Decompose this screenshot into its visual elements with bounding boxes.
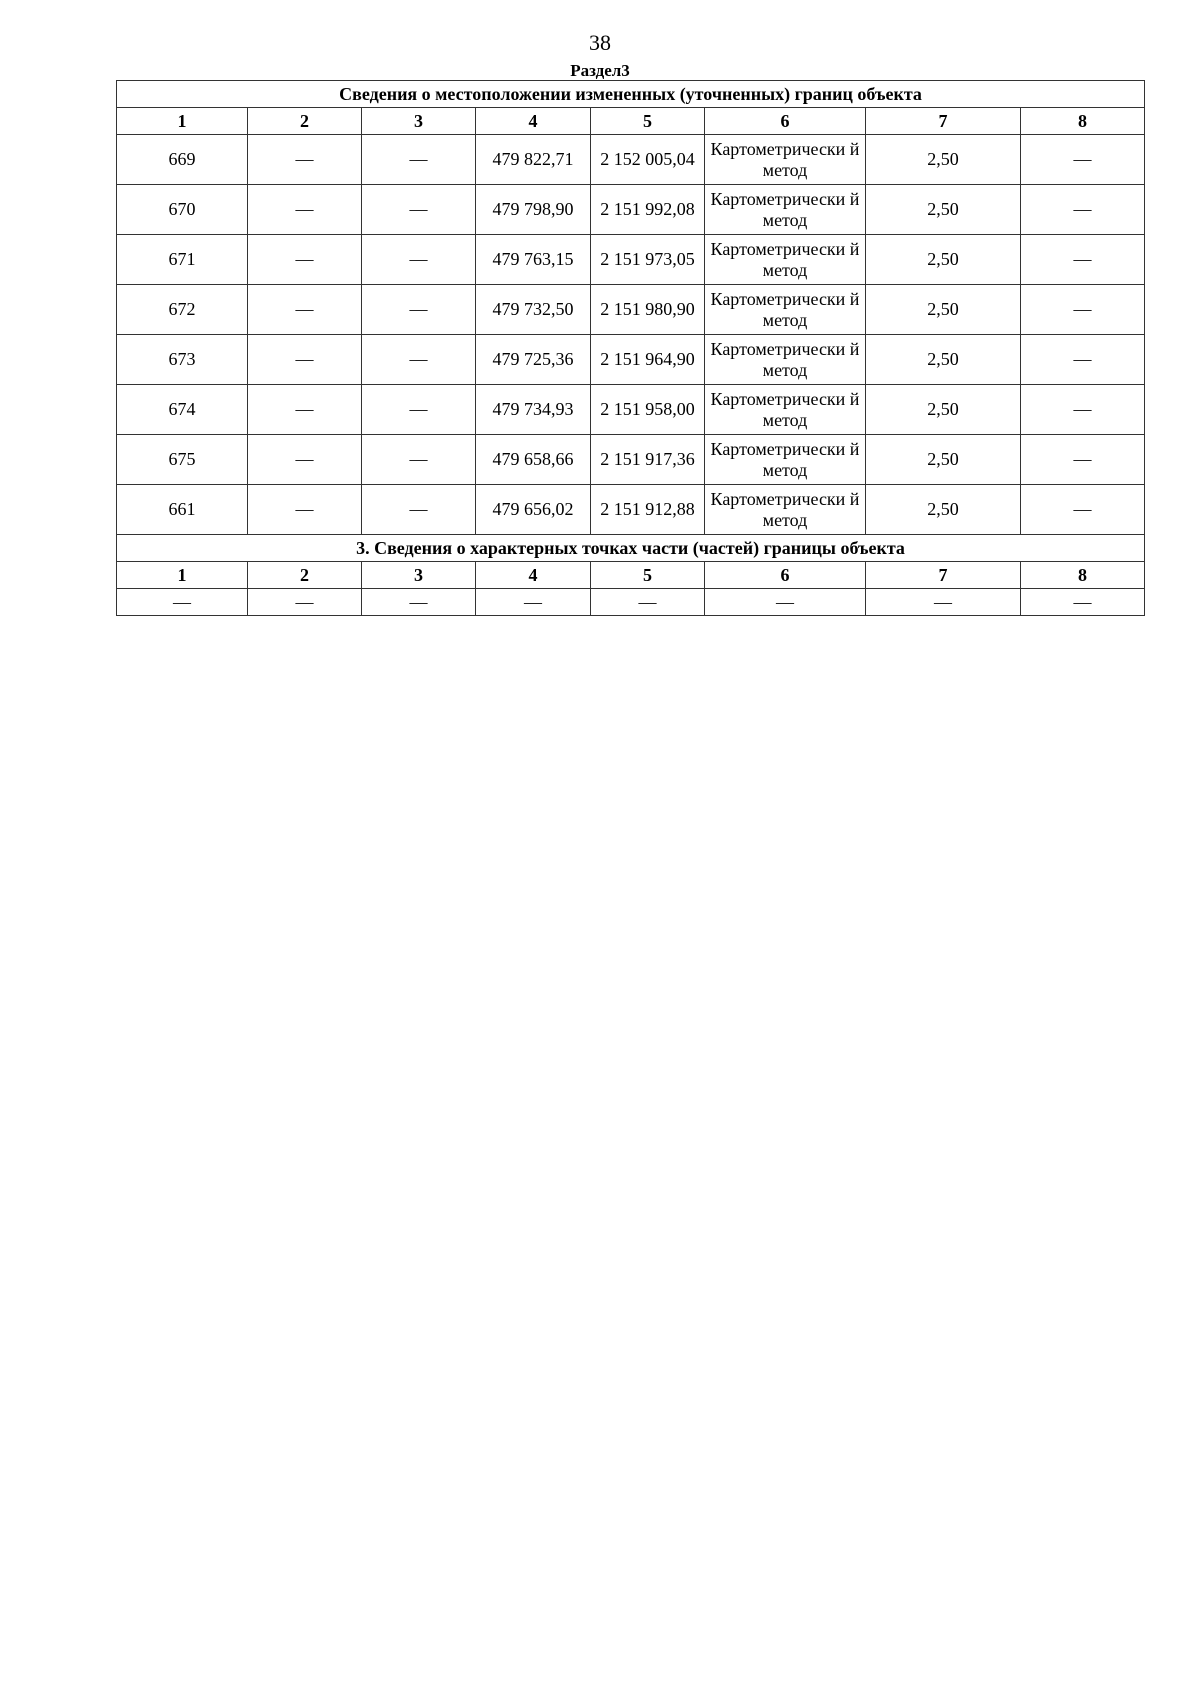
table-cell: 2 151 973,05 bbox=[591, 235, 705, 285]
table-cell: — bbox=[117, 589, 248, 616]
table-cell: Картометрически й метод bbox=[705, 385, 866, 435]
table-cell: 479 656,02 bbox=[476, 485, 591, 535]
table-cell: — bbox=[866, 589, 1021, 616]
table-cell: 479 658,66 bbox=[476, 435, 591, 485]
table-cell: — bbox=[705, 589, 866, 616]
table-cell: — bbox=[248, 285, 362, 335]
table-cell: — bbox=[362, 335, 476, 385]
column-number: 1 bbox=[117, 562, 248, 589]
table-cell: 479 763,15 bbox=[476, 235, 591, 285]
column-number: 4 bbox=[476, 562, 591, 589]
table-cell: 2 151 980,90 bbox=[591, 285, 705, 335]
column-number: 1 bbox=[117, 108, 248, 135]
table-cell: 479 734,93 bbox=[476, 385, 591, 435]
table-cell: — bbox=[362, 235, 476, 285]
table-cell: 2 151 917,36 bbox=[591, 435, 705, 485]
table-cell: 672 bbox=[117, 285, 248, 335]
table-cell: — bbox=[248, 335, 362, 385]
table-cell: — bbox=[1021, 135, 1145, 185]
table-cell: — bbox=[1021, 235, 1145, 285]
table-cell: — bbox=[1021, 385, 1145, 435]
column-number: 2 bbox=[248, 562, 362, 589]
table-cell: — bbox=[362, 435, 476, 485]
table-cell: 2 151 912,88 bbox=[591, 485, 705, 535]
table-cell: 479 798,90 bbox=[476, 185, 591, 235]
table-cell: 2,50 bbox=[866, 135, 1021, 185]
column-number: 3 bbox=[362, 108, 476, 135]
table-cell: Картометрически й метод bbox=[705, 285, 866, 335]
table-cell: 479 725,36 bbox=[476, 335, 591, 385]
column-number: 2 bbox=[248, 108, 362, 135]
column-number-row bbox=[117, 108, 1145, 135]
column-number: 7 bbox=[866, 562, 1021, 589]
table-cell: — bbox=[476, 589, 591, 616]
table-cell: — bbox=[362, 385, 476, 435]
table-cell: 673 bbox=[117, 335, 248, 385]
table-cell: 479 732,50 bbox=[476, 285, 591, 335]
table-cell: Картометрически й метод bbox=[705, 185, 866, 235]
table-cell: — bbox=[1021, 589, 1145, 616]
table-row bbox=[117, 335, 1145, 385]
section-title: Раздел3 bbox=[570, 61, 630, 80]
table-row bbox=[117, 235, 1145, 285]
table-cell: — bbox=[248, 435, 362, 485]
column-number: 4 bbox=[476, 108, 591, 135]
table-row bbox=[117, 185, 1145, 235]
column-number: 6 bbox=[705, 108, 866, 135]
table-row bbox=[117, 285, 1145, 335]
table-cell: 2,50 bbox=[866, 485, 1021, 535]
table-cell: 2 151 958,00 bbox=[591, 385, 705, 435]
table-cell: Картометрически й метод bbox=[705, 335, 866, 385]
table-cell: 2,50 bbox=[866, 385, 1021, 435]
table-cell: — bbox=[1021, 335, 1145, 385]
table-row bbox=[117, 385, 1145, 435]
table-cell: — bbox=[248, 589, 362, 616]
table-cell: 2 152 005,04 bbox=[591, 135, 705, 185]
table-row bbox=[117, 589, 1145, 616]
table-heading-parts-cell: 3. Сведения о характерных точках части (частей) границы объекта bbox=[117, 535, 1145, 562]
column-number: 5 bbox=[591, 108, 705, 135]
table-cell: — bbox=[362, 285, 476, 335]
table-cell: 674 bbox=[117, 385, 248, 435]
table-cell: — bbox=[1021, 485, 1145, 535]
boundary-table bbox=[116, 80, 1145, 616]
table-cell: — bbox=[362, 589, 476, 616]
column-number: 7 bbox=[866, 108, 1021, 135]
table-row bbox=[117, 135, 1145, 185]
table-cell: — bbox=[1021, 435, 1145, 485]
table-cell: — bbox=[248, 135, 362, 185]
table-cell: Картометрически й метод bbox=[705, 435, 866, 485]
column-number: 5 bbox=[591, 562, 705, 589]
table-cell: Картометрически й метод bbox=[705, 485, 866, 535]
table-cell: 671 bbox=[117, 235, 248, 285]
table-cell: 2,50 bbox=[866, 435, 1021, 485]
column-number: 8 bbox=[1021, 108, 1145, 135]
table-row bbox=[117, 485, 1145, 535]
column-number: 8 bbox=[1021, 562, 1145, 589]
table-cell: — bbox=[1021, 285, 1145, 335]
table-row bbox=[117, 435, 1145, 485]
column-number: 6 bbox=[705, 562, 866, 589]
table-cell: 2 151 992,08 bbox=[591, 185, 705, 235]
table-heading-boundaries bbox=[117, 81, 1145, 108]
table-cell: 479 822,71 bbox=[476, 135, 591, 185]
table-cell: — bbox=[248, 235, 362, 285]
table-cell: — bbox=[1021, 185, 1145, 235]
table-cell: 2,50 bbox=[866, 235, 1021, 285]
table-cell: 2 151 964,90 bbox=[591, 335, 705, 385]
table-cell: — bbox=[248, 485, 362, 535]
table-cell: — bbox=[362, 185, 476, 235]
column-number: 3 bbox=[362, 562, 476, 589]
table-heading-parts bbox=[117, 535, 1145, 562]
table-cell: 2,50 bbox=[866, 285, 1021, 335]
table-cell: 2,50 bbox=[866, 335, 1021, 385]
table-cell: Картометрически й метод bbox=[705, 235, 866, 285]
table-cell: — bbox=[591, 589, 705, 616]
table-heading-boundaries-cell: Сведения о местоположении измененных (уточненных) границ объекта bbox=[117, 81, 1145, 108]
table-cell: 675 bbox=[117, 435, 248, 485]
page-number: 38 bbox=[589, 30, 611, 55]
table-cell: — bbox=[362, 135, 476, 185]
column-number-row bbox=[117, 562, 1145, 589]
table-cell: 670 bbox=[117, 185, 248, 235]
table-cell: Картометрически й метод bbox=[705, 135, 866, 185]
table-cell: 669 bbox=[117, 135, 248, 185]
table-cell: 2,50 bbox=[866, 185, 1021, 235]
table-cell: 661 bbox=[117, 485, 248, 535]
table-cell: — bbox=[362, 485, 476, 535]
table-cell: — bbox=[248, 385, 362, 435]
table-cell: — bbox=[248, 185, 362, 235]
